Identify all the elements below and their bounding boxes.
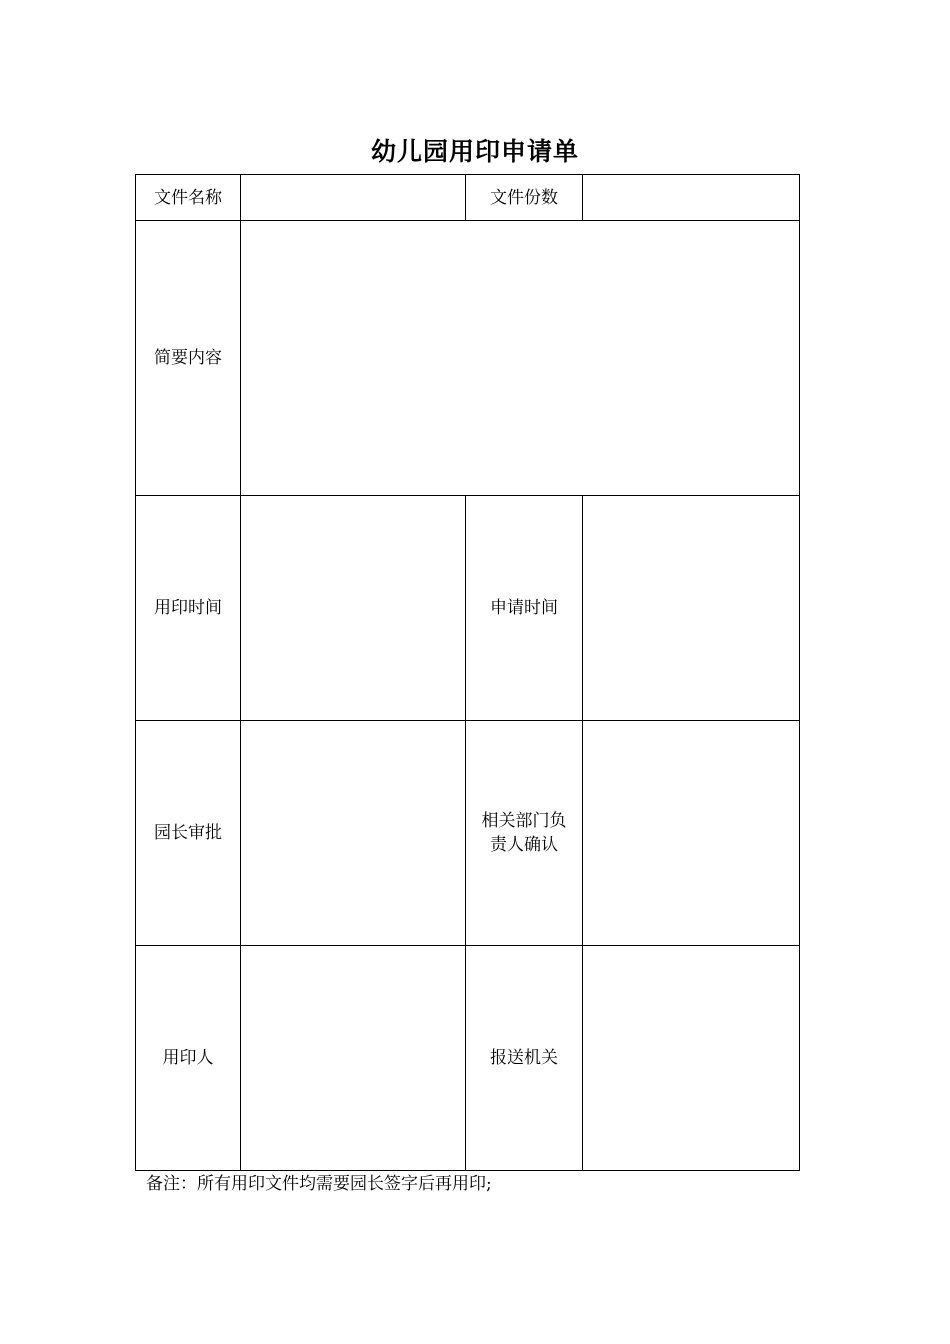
seal-user-field[interactable]	[241, 946, 466, 1171]
summary-label: 简要内容	[136, 221, 241, 496]
seal-user-label: 用印人	[136, 946, 241, 1171]
submit-to-label: 报送机关	[466, 946, 583, 1171]
file-name-label: 文件名称	[136, 175, 241, 221]
dept-confirm-label-line2: 责人确认	[490, 835, 558, 855]
dept-confirm-label	[466, 721, 583, 946]
principal-approval-label: 园长审批	[136, 721, 241, 946]
remark-note: 备注：所有用印文件均需要园长签字后再用印;	[146, 1174, 492, 1194]
seal-time-label: 用印时间	[136, 496, 241, 721]
seal-time-field[interactable]	[241, 496, 466, 721]
copies-field[interactable]	[583, 175, 800, 221]
page-title: 幼儿园用印申请单	[370, 137, 579, 166]
copies-label: 文件份数	[466, 175, 583, 221]
table-row	[136, 946, 800, 1171]
principal-approval-field[interactable]	[241, 721, 466, 946]
seal-application-form	[135, 174, 800, 1171]
file-name-field[interactable]	[241, 175, 466, 221]
apply-time-label: 申请时间	[466, 496, 583, 721]
table-row	[136, 721, 800, 946]
table-row	[136, 221, 800, 496]
table-row	[136, 175, 800, 221]
dept-confirm-field[interactable]	[583, 721, 800, 946]
submit-to-field[interactable]	[583, 946, 800, 1171]
summary-field[interactable]	[241, 221, 800, 496]
dept-confirm-label-line1: 相关部门负	[481, 811, 567, 831]
apply-time-field[interactable]	[583, 496, 800, 721]
table-row	[136, 496, 800, 721]
